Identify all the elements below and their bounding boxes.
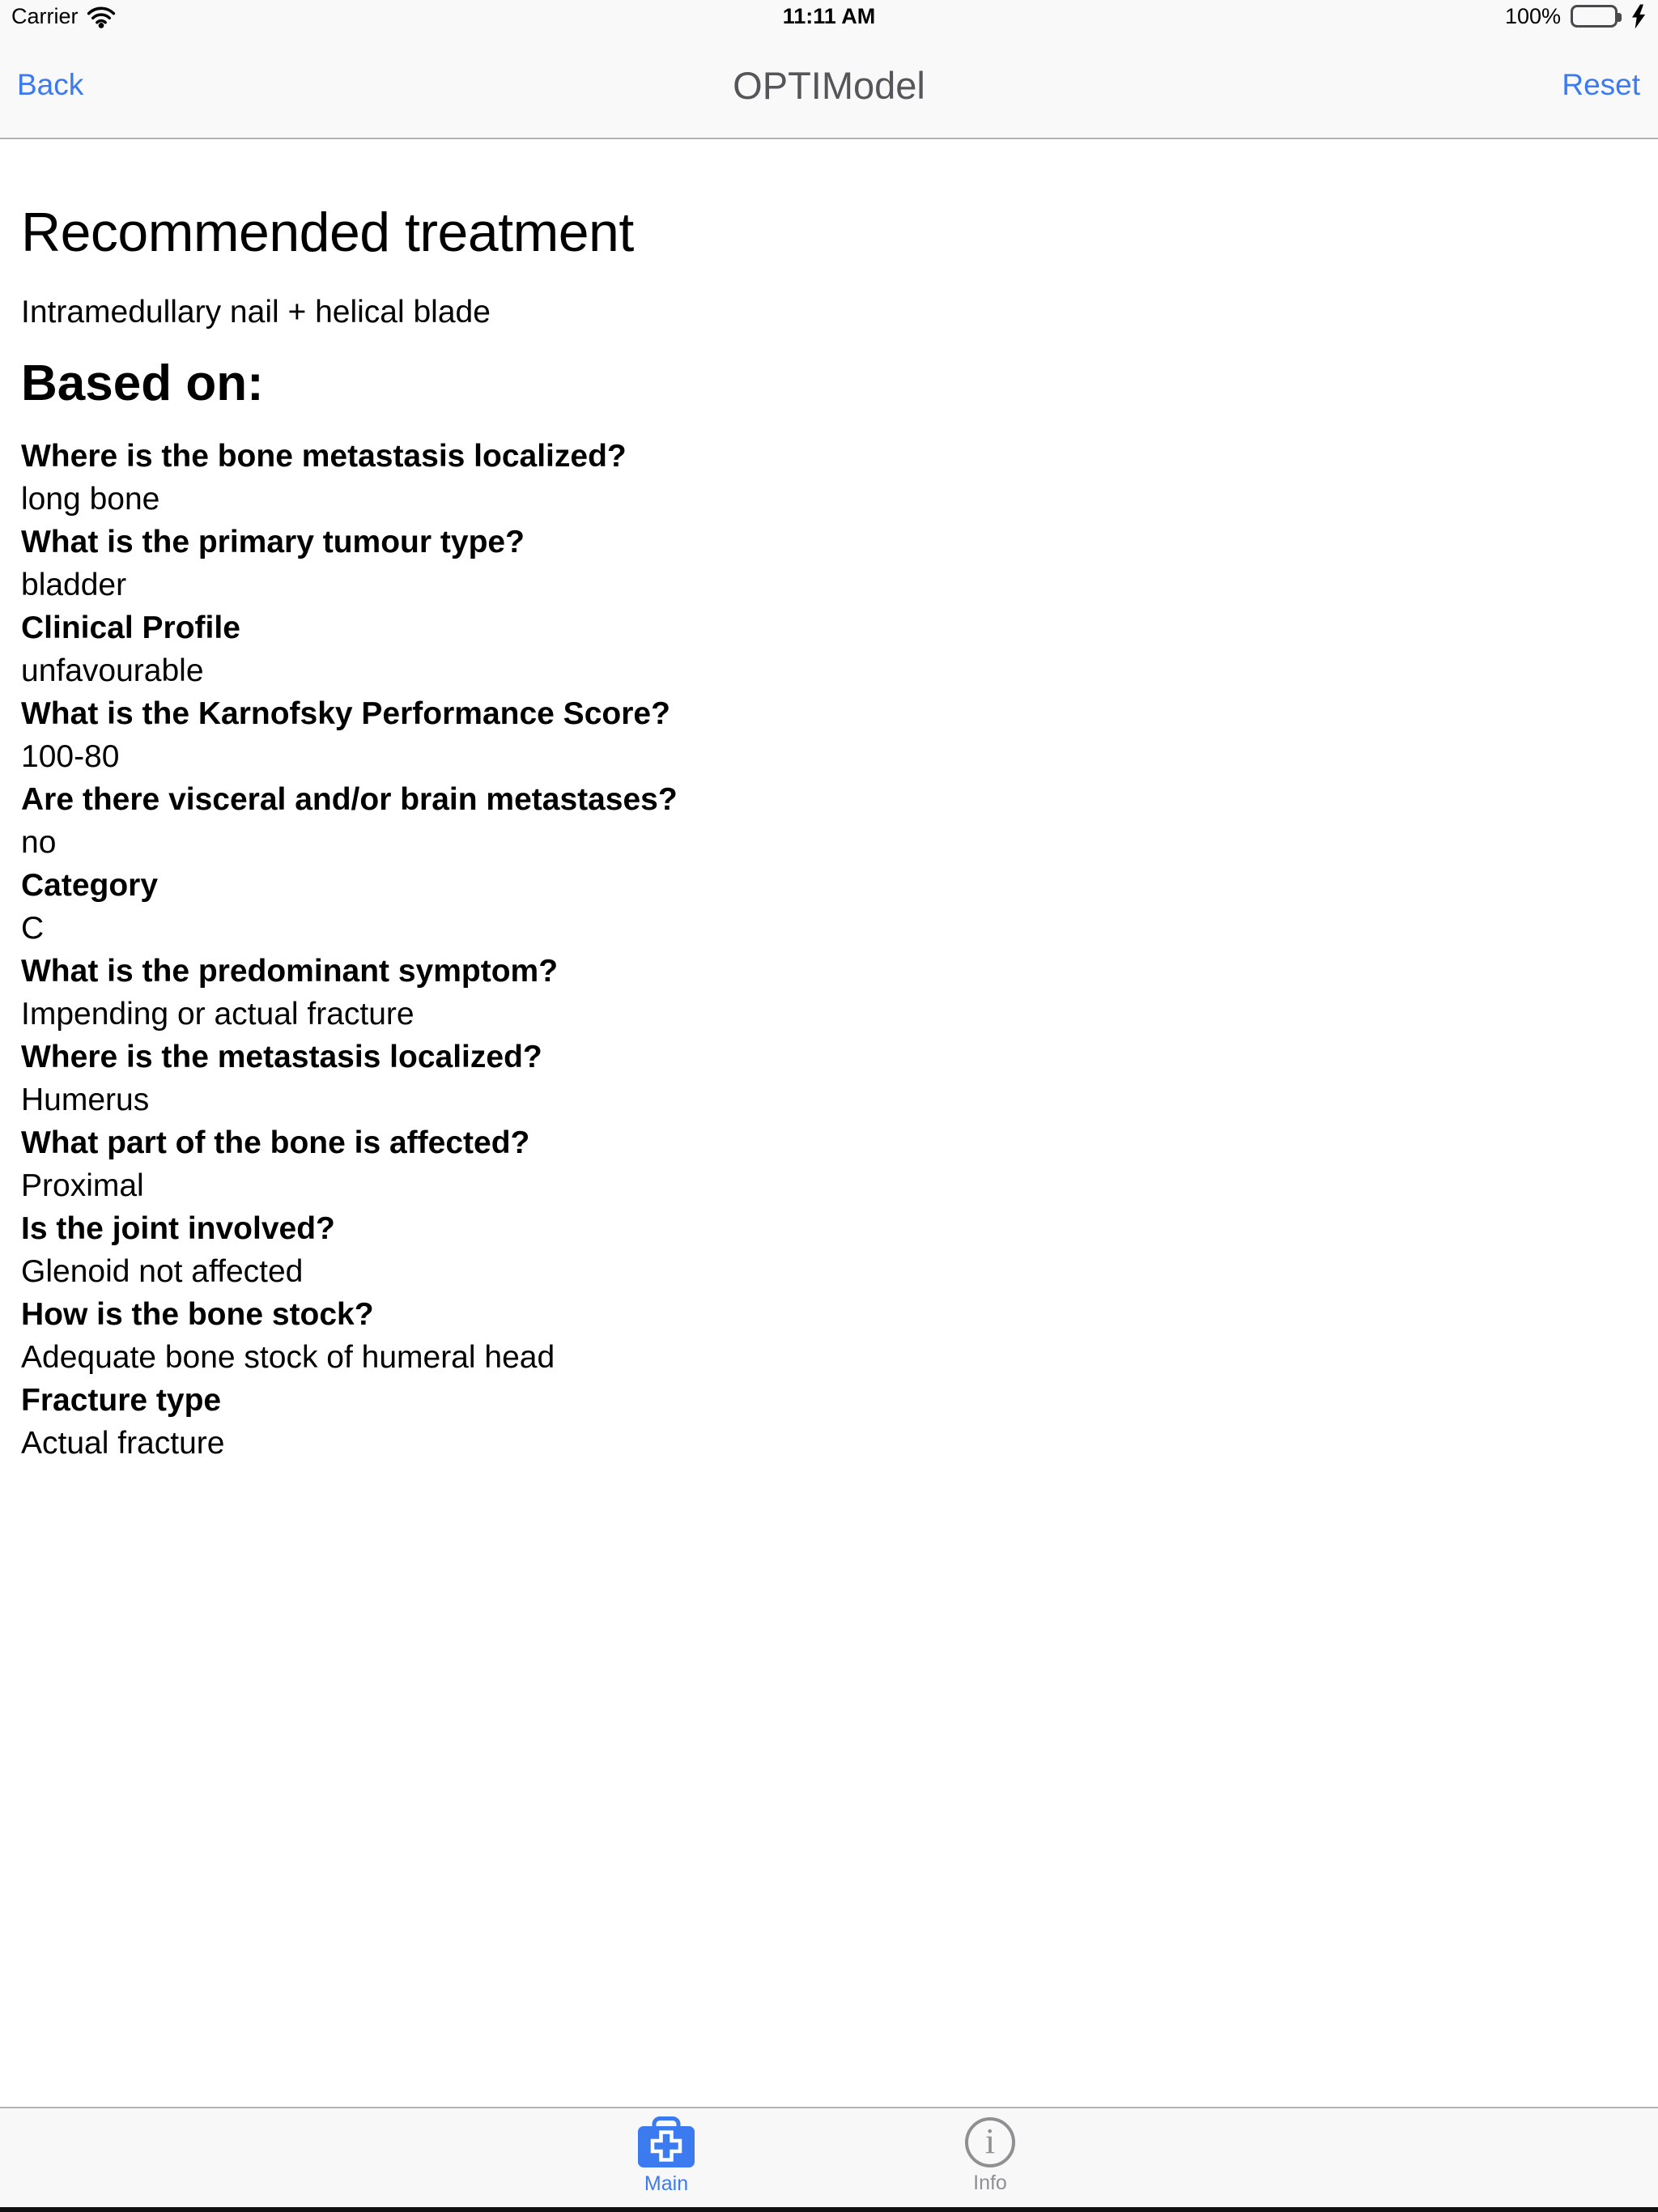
qa-pair — [21, 606, 1637, 692]
question-label: What is the primary tumour type? — [21, 525, 525, 559]
clock-label: 11:11 AM — [782, 3, 876, 28]
qa-pair — [21, 778, 1637, 864]
carrier-label: Carrier — [11, 3, 79, 28]
answer-value: bladder — [21, 568, 127, 602]
qa-pair — [21, 435, 1637, 521]
qa-pair — [21, 1207, 1637, 1293]
question-label: Clinical Profile — [21, 610, 240, 645]
answer-value: unfavourable — [21, 653, 204, 688]
question-label: Where is the bone metastasis localized? — [21, 439, 627, 474]
answer-value: long bone — [21, 482, 160, 517]
qa-pair — [21, 692, 1637, 778]
status-bar — [0, 0, 1658, 32]
tab-info-label: Info — [973, 2172, 1007, 2194]
medical-kit-icon — [637, 2116, 695, 2168]
question-label: What is the predominant symptom? — [21, 954, 559, 989]
screen-bottom-edge — [0, 2207, 1658, 2212]
battery-percent-label: 100% — [1504, 3, 1561, 28]
tab-info[interactable] — [893, 2116, 1087, 2195]
answer-value: Humerus — [21, 1083, 150, 1117]
recommended-treatment-heading: Recommended treatment — [21, 202, 634, 263]
answer-value: Impending or actual fracture — [21, 997, 414, 1032]
question-label: Where is the metastasis localized? — [21, 1040, 542, 1074]
question-label: Fracture type — [21, 1383, 222, 1418]
page-title: OPTIModel — [733, 63, 925, 107]
qa-pair — [21, 1293, 1637, 1379]
reset-button[interactable]: Reset — [1562, 68, 1640, 101]
charging-bolt-icon — [1626, 4, 1647, 29]
qa-pair — [21, 864, 1637, 950]
answer-value: Actual fracture — [21, 1426, 225, 1461]
back-button[interactable]: Back — [17, 68, 84, 101]
qa-pair — [21, 1036, 1637, 1121]
question-label: What part of the bone is affected? — [21, 1125, 530, 1160]
question-label: How is the bone stock? — [21, 1297, 374, 1332]
question-label: Category — [21, 868, 159, 903]
answer-value: Adequate bone stock of humeral head — [21, 1340, 555, 1375]
tab-bar — [0, 2107, 1658, 2207]
question-label: Is the joint involved? — [21, 1211, 335, 1246]
answer-value: C — [21, 911, 45, 946]
qa-pair — [21, 950, 1637, 1036]
main-content — [0, 141, 1658, 1465]
answer-value: Proximal — [21, 1168, 144, 1203]
battery-icon — [1571, 5, 1618, 28]
tab-main-label: Main — [644, 2172, 689, 2195]
qa-pair — [21, 1379, 1637, 1465]
based-on-heading: Based on: — [21, 355, 264, 411]
treatment-value: Intramedullary nail + helical blade — [21, 295, 491, 330]
navigation-bar — [0, 32, 1658, 139]
tab-main[interactable] — [569, 2116, 763, 2196]
qa-pair — [21, 1121, 1637, 1207]
question-label: What is the Karnofsky Performance Score? — [21, 696, 670, 731]
question-label: Are there visceral and/or brain metastases? — [21, 782, 678, 817]
answer-value: Glenoid not affected — [21, 1254, 304, 1289]
wifi-icon — [87, 4, 116, 28]
answer-value: no — [21, 825, 57, 860]
answer-value: 100-80 — [21, 739, 120, 774]
info-icon: i — [965, 2117, 1015, 2167]
qa-pair — [21, 521, 1637, 606]
qa-list — [21, 435, 1637, 1465]
